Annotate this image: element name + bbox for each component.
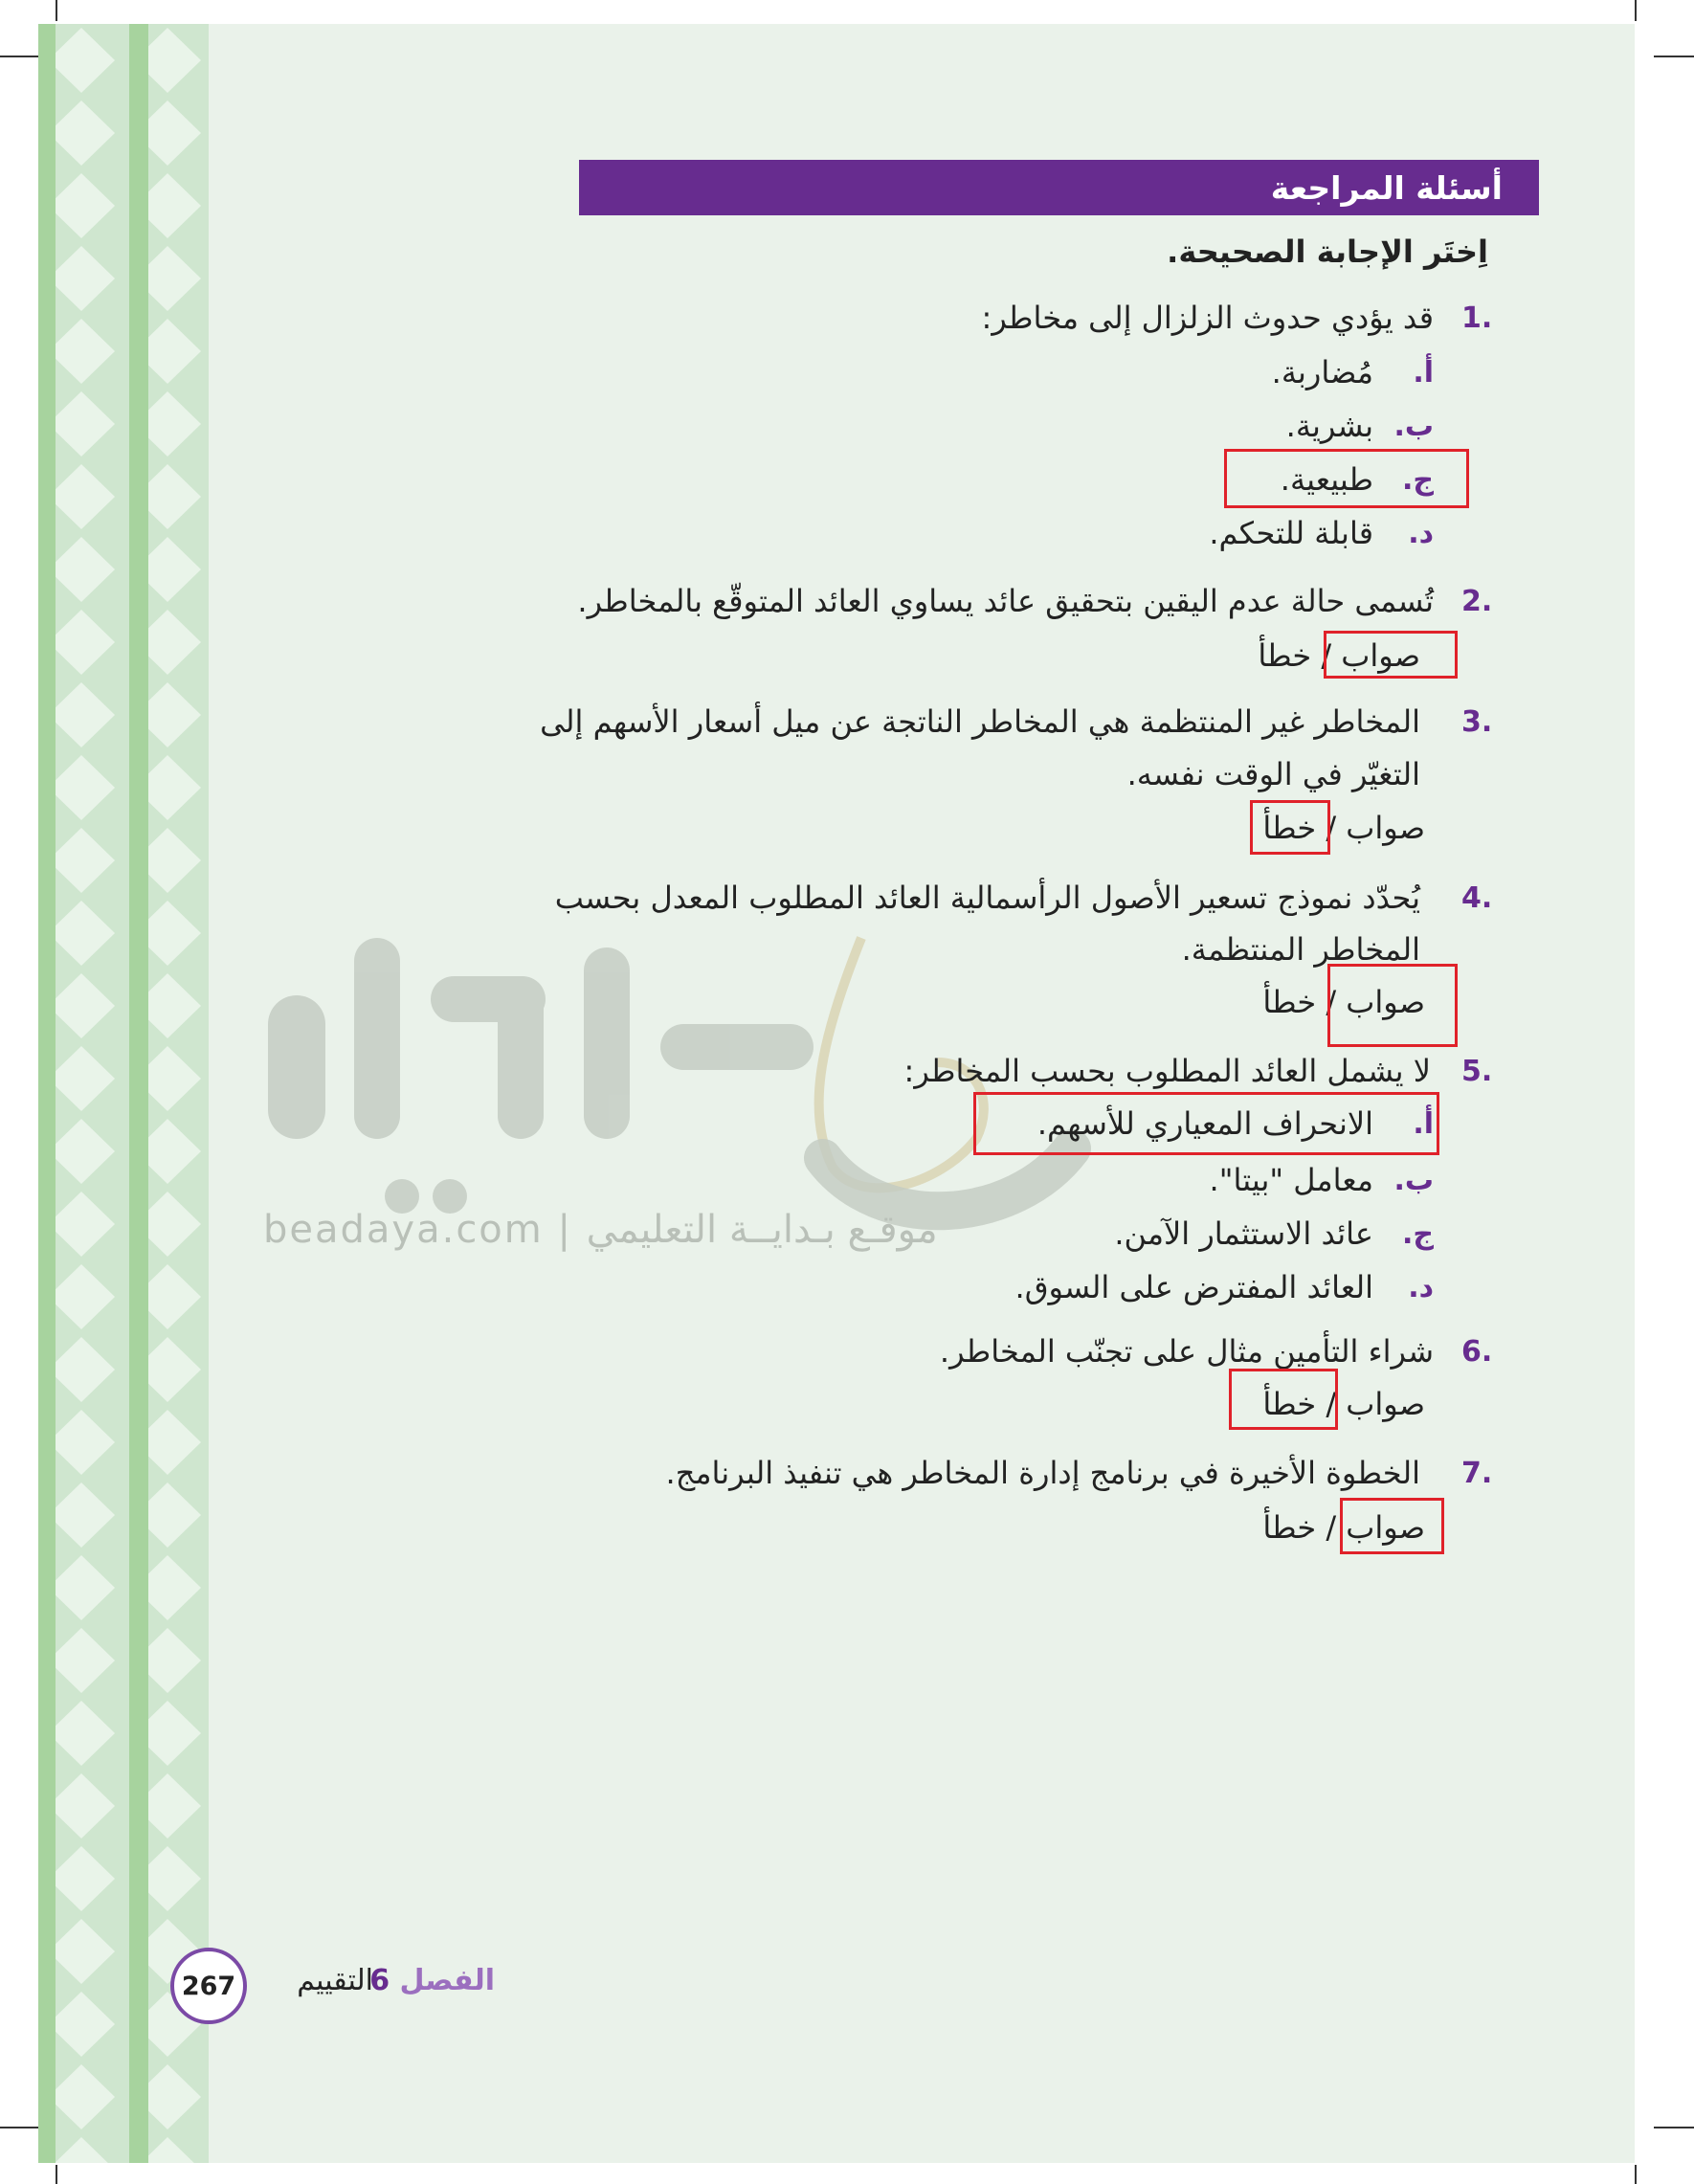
option-text: معامل "بيتا". <box>1209 1162 1373 1198</box>
question-text: قد يؤدي حدوث الزلزال إلى مخاطر: <box>981 300 1434 336</box>
crop-mark <box>56 2165 57 2184</box>
answer-highlight-box <box>1250 800 1330 855</box>
option-text: مُضاربة. <box>1271 354 1373 390</box>
crop-mark <box>1654 56 1694 57</box>
question-text: تُسمى حالة عدم اليقين بتحقيق عائد يساوي العائد المتوقّع بالمخاطر. <box>577 583 1434 619</box>
diamond-pattern <box>38 24 211 2163</box>
crop-mark <box>0 56 38 57</box>
answer-highlight-box <box>1224 449 1469 508</box>
question-text: المخاطر غير المنتظمة هي المخاطر الناتجة عن ميل أسعار الأسهم إلى <box>540 703 1420 740</box>
true-false-answer: صواب / خطأ <box>1262 1509 1425 1546</box>
instruction: اِختَر الإجابة الصحيحة. <box>1167 234 1488 270</box>
question-number: 2. <box>1461 585 1493 618</box>
answer-highlight-box <box>1229 1369 1338 1430</box>
option-text: بشرية. <box>1285 408 1373 444</box>
question-number: 3. <box>1461 705 1493 739</box>
question-text-cont: التغيّر في الوقت نفسه. <box>1126 756 1420 792</box>
option-letter: د. <box>1408 517 1434 550</box>
watermark-text: beadaya.com | موقـع بـدايــة التعليمي <box>263 1208 938 1252</box>
option-letter: ب. <box>1393 410 1434 443</box>
question-text: لا يشمل العائد المطلوب بحسب المخاطر: <box>903 1053 1431 1089</box>
page-number-badge <box>170 1948 247 2024</box>
crop-mark <box>1654 2127 1694 2128</box>
question-text: شراء التأمين مثال على تجنّب المخاطر. <box>939 1333 1434 1370</box>
option-letter: ج. <box>1401 1217 1434 1251</box>
answer-highlight-box <box>1340 1498 1444 1554</box>
crop-mark <box>1635 2165 1637 2184</box>
true-false-answer: صواب / خطأ <box>1262 984 1425 1020</box>
chapter-number: 6 <box>369 1964 390 1997</box>
crop-mark <box>0 2127 38 2128</box>
question-number: 4. <box>1461 881 1493 915</box>
true-false-answer: صواب / خطأ <box>1262 1386 1425 1422</box>
option-text: الانحراف المعياري للأسهم. <box>1036 1105 1373 1142</box>
section-title: أسئلة المراجعة <box>1270 168 1503 207</box>
question-number: 6. <box>1461 1335 1493 1369</box>
section-header <box>579 160 1539 215</box>
crop-mark <box>56 0 57 21</box>
question-number: 1. <box>1461 301 1493 335</box>
true-false-answer: صواب / خطأ <box>1258 637 1420 674</box>
option-text: قابلة للتحكم. <box>1209 515 1373 551</box>
page-number: 267 <box>181 1971 236 2001</box>
option-text: طبيعية. <box>1280 461 1373 498</box>
option-letter: ب. <box>1393 1164 1434 1197</box>
question-text: الخطوة الأخيرة في برنامج إدارة المخاطر هي تنفيذ البرنامج. <box>665 1455 1420 1491</box>
option-letter: أ. <box>1413 1107 1434 1141</box>
answer-highlight-box <box>1327 964 1458 1047</box>
option-text: عائد الاستثمار الآمن. <box>1114 1215 1373 1252</box>
question-text: يُحدّد نموذج تسعير الأصول الرأسمالية العائد المطلوب المعدل بحسب <box>554 880 1420 916</box>
question-number: 5. <box>1461 1055 1493 1088</box>
option-text: العائد المفترض على السوق. <box>1014 1269 1373 1305</box>
question-text-cont: المخاطر المنتظمة. <box>1181 931 1420 968</box>
option-letter: د. <box>1408 1271 1434 1304</box>
answer-highlight-box <box>1324 631 1458 679</box>
footer-chapter <box>369 1964 495 1997</box>
true-false-answer: صواب / خطأ <box>1262 810 1425 846</box>
crop-mark <box>1635 0 1637 21</box>
chapter-title: التقييم <box>297 1964 373 1997</box>
answer-highlight-box <box>973 1092 1439 1155</box>
option-letter: أ. <box>1413 356 1434 390</box>
decorative-side-band <box>38 24 211 2163</box>
question-number: 7. <box>1461 1457 1493 1490</box>
chapter-label: الفصل <box>399 1964 495 1997</box>
option-letter: ج. <box>1401 463 1434 497</box>
